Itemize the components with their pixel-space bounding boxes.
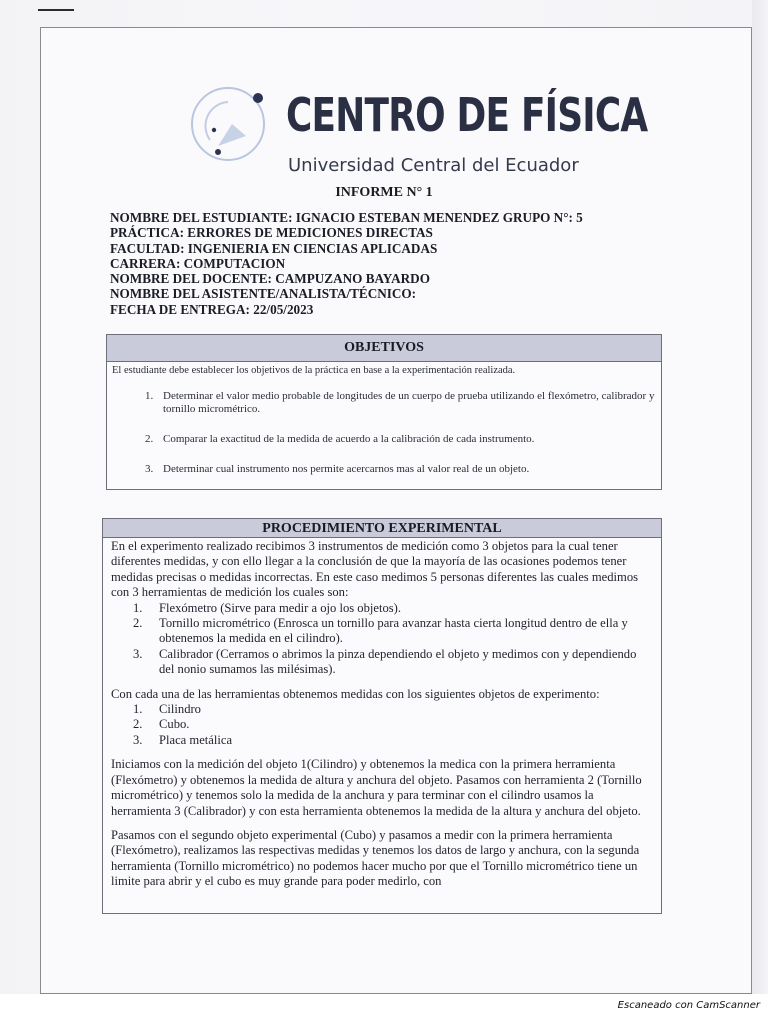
assistant-line: NOMBRE DEL ASISTENTE/ANALISTA/TÉCNICO: [110,286,417,302]
list-item-text: Comparar la exactitud de la medida de acuerdo a la calibración de cada instrumento. [163,433,535,445]
page-shadow [752,0,768,994]
procedimiento-paragraph-4: Pasamos con el segundo objeto experimental (Cubo) y pasamos a medir con la primera herramienta (Flexómetro), realizamos las respectivas medidas y tenemos los datos de largo y anchura, con la segunda herramienta (Tornillo micrométrico) no podemos hacer mucho por que el Tornillo micrométrico tiene un limite para abrir y el cubo es muy grande para poder medirlo, con [111,827,640,889]
list-item-number: 1. [133,600,143,615]
list-item [133,717,653,732]
tools-list [111,601,653,678]
student-name-line: NOMBRE DEL ESTUDIANTE: IGNACIO ESTEBAN MENENDEZ GRUPO N°: 5 [110,210,583,225]
list-item-text: Calibrador (Cerramos o abrimos la pinza dependiendo el objeto y medimos con y dependiendo del nonio sumamos las milésimas). [159,646,637,677]
list-item [145,390,657,416]
logo-subtitle: Universidad Central del Ecuador [288,155,579,176]
faculty-line: FACULTAD: INGENIERIA EN CIENCIAS APLICADAS [110,240,438,256]
spacer [111,819,653,828]
list-item-number: 3. [133,732,143,747]
procedimiento-section [102,518,662,914]
list-item-number: 2. [133,717,143,732]
spacer [111,748,653,757]
scanner-watermark: Escaneado con CamScanner [617,1000,760,1011]
list-item-text: Placa metálica [159,732,233,747]
objetivos-list [145,390,657,476]
scan-edge-mark [38,9,74,11]
logo-title: CENTRO DE FÍSICA [286,88,648,142]
list-item [145,463,657,476]
list-item [133,601,653,616]
report-title: INFORME N° 1 [335,185,433,200]
list-item-text: Cubo. [159,717,190,732]
list-item-number: 2. [133,616,143,631]
centro-de-fisica-logo-icon [188,84,268,164]
list-item-number: 3. [133,646,143,661]
objetivos-section [106,334,662,490]
list-item-text: Tornillo micrométrico (Enrosca un tornillo para avanzar hasta cierta longitud dentro de ella y obtenemos la medida en el cilindro). [159,616,628,646]
objetivos-heading: OBJETIVOS [107,335,661,362]
procedimiento-body [103,538,661,890]
list-item [145,433,657,446]
list-item-text: Determinar cual instrumento nos permite acercarnos mas al valor real de un objeto. [163,463,530,475]
list-item [133,733,653,748]
delivery-date-line: FECHA DE ENTREGA: 22/05/2023 [110,301,314,317]
list-item [133,702,653,717]
objetivos-intro: El estudiante debe establecer los objetivos de la práctica en base a la experimentación realizada. [112,365,516,376]
procedimiento-paragraph-3: Iniciamos con la medición del objeto 1(Cilindro) y obtenemos la medica con la primera herramienta (Flexómetro) y obtenemos la medida de altura y anchura del objeto. Pasamos con herramienta 2 (Tornillo micrométrico) y tenemos solo la medida de la anchura y para terminar con el cilindro usamos la herramienta 3 (Calibrador) y con esta herramienta obtenemos la medida de la altura y anchura del objeto. [111,757,642,818]
list-item [133,647,653,678]
procedimiento-paragraph-2: Con cada una de las herramientas obtenemos medidas con los siguientes objetos de experimento: [111,686,600,701]
list-item-number: 1. [145,390,154,402]
list-item-number: 2. [145,433,154,445]
list-item-text: Cilindro [159,702,201,717]
list-item [133,616,653,647]
procedimiento-paragraph-1: En el experimento realizado recibimos 3 instrumentos de medición como 3 objetos para la cual tener diferentes medidas, y con ello llegar a la conclusión de que la mayoría de las ocasiones podemos tener medidas precisas o medidas incorrectas. En este caso medimos 5 personas diferentes las cuales medimos con 3 herramientas de medición los cuales son: [111,539,639,600]
list-item-text: Flexómetro (Sirve para medir a ojo los objetos). [159,600,402,615]
list-item-number: 3. [145,463,154,475]
teacher-line: NOMBRE DEL DOCENTE: CAMPUZANO BAYARDO [110,271,430,287]
practice-line: PRÁCTICA: ERRORES DE MEDICIONES DIRECTAS [110,225,433,241]
student-info-block [110,210,670,317]
objects-list [111,702,653,748]
list-item-number: 1. [133,702,143,717]
list-item-text: Determinar el valor medio probable de longitudes de un cuerpo de prueba utilizando el flexómetro, calibrador y tornillo micrométrico. [163,390,655,415]
spacer [111,678,653,687]
procedimiento-heading: PROCEDIMIENTO EXPERIMENTAL [103,519,661,538]
career-line: CARRERA: COMPUTACION [110,255,286,271]
